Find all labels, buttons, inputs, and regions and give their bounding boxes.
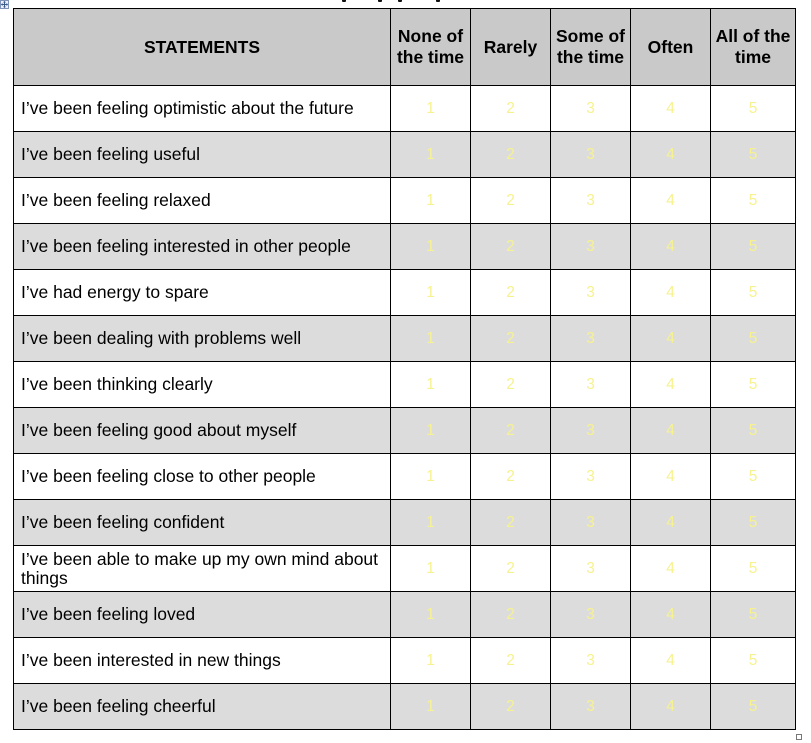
statement-cell: I’ve been feeling useful bbox=[14, 132, 391, 178]
table-row bbox=[14, 224, 796, 270]
statement-cell: I’ve been feeling confident bbox=[14, 500, 391, 546]
score-option-5[interactable]: 5 bbox=[711, 408, 796, 454]
header-often: Often bbox=[631, 9, 711, 86]
score-option-2[interactable]: 2 bbox=[471, 638, 551, 684]
score-option-2[interactable]: 2 bbox=[471, 316, 551, 362]
table-row bbox=[14, 408, 796, 454]
score-option-5[interactable]: 5 bbox=[711, 132, 796, 178]
score-option-4[interactable]: 4 bbox=[631, 546, 711, 592]
table-row bbox=[14, 178, 796, 224]
score-option-2[interactable]: 2 bbox=[471, 546, 551, 592]
table-row bbox=[14, 592, 796, 638]
score-option-1[interactable]: 1 bbox=[391, 362, 471, 408]
statement-cell: I’ve had energy to spare bbox=[14, 270, 391, 316]
statement-cell: I’ve been dealing with problems well bbox=[14, 316, 391, 362]
score-option-5[interactable]: 5 bbox=[711, 86, 796, 132]
statement-cell: I’ve been thinking clearly bbox=[14, 362, 391, 408]
score-option-3[interactable]: 3 bbox=[551, 408, 631, 454]
score-option-1[interactable]: 1 bbox=[391, 224, 471, 270]
score-option-2[interactable]: 2 bbox=[471, 270, 551, 316]
score-option-4[interactable]: 4 bbox=[631, 86, 711, 132]
header-all-of-the-time: All of the time bbox=[711, 9, 796, 86]
score-option-4[interactable]: 4 bbox=[631, 316, 711, 362]
table-row bbox=[14, 638, 796, 684]
score-option-1[interactable]: 1 bbox=[391, 178, 471, 224]
score-option-1[interactable]: 1 bbox=[391, 592, 471, 638]
statement-cell: I’ve been feeling interested in other people bbox=[14, 224, 391, 270]
score-option-3[interactable]: 3 bbox=[551, 454, 631, 500]
score-option-2[interactable]: 2 bbox=[471, 132, 551, 178]
score-option-5[interactable]: 5 bbox=[711, 224, 796, 270]
score-option-4[interactable]: 4 bbox=[631, 592, 711, 638]
score-option-5[interactable]: 5 bbox=[711, 270, 796, 316]
score-option-3[interactable]: 3 bbox=[551, 592, 631, 638]
score-option-5[interactable]: 5 bbox=[711, 316, 796, 362]
header-row bbox=[14, 9, 796, 86]
score-option-2[interactable]: 2 bbox=[471, 178, 551, 224]
statement-cell: I’ve been feeling good about myself bbox=[14, 408, 391, 454]
header-some-of-the-time: Some of the time bbox=[551, 9, 631, 86]
score-option-4[interactable]: 4 bbox=[631, 270, 711, 316]
score-option-1[interactable]: 1 bbox=[391, 408, 471, 454]
table-row bbox=[14, 362, 796, 408]
score-option-5[interactable]: 5 bbox=[711, 454, 796, 500]
statement-cell: I’ve been feeling close to other people bbox=[14, 454, 391, 500]
score-option-3[interactable]: 3 bbox=[551, 86, 631, 132]
score-option-5[interactable]: 5 bbox=[711, 362, 796, 408]
score-option-1[interactable]: 1 bbox=[391, 270, 471, 316]
table-row bbox=[14, 132, 796, 178]
table-move-handle[interactable] bbox=[0, 0, 9, 9]
score-option-2[interactable]: 2 bbox=[471, 500, 551, 546]
header-none-of-the-time: None of the time bbox=[391, 9, 471, 86]
table-row bbox=[14, 684, 796, 730]
table-row bbox=[14, 270, 796, 316]
score-option-3[interactable]: 3 bbox=[551, 500, 631, 546]
score-option-3[interactable]: 3 bbox=[551, 638, 631, 684]
score-option-2[interactable]: 2 bbox=[471, 454, 551, 500]
score-option-1[interactable]: 1 bbox=[391, 132, 471, 178]
header-rarely: Rarely bbox=[471, 9, 551, 86]
statement-cell: I’ve been feeling cheerful bbox=[14, 684, 391, 730]
statement-cell: I’ve been feeling loved bbox=[14, 592, 391, 638]
score-option-4[interactable]: 4 bbox=[631, 684, 711, 730]
score-option-1[interactable]: 1 bbox=[391, 546, 471, 592]
score-option-4[interactable]: 4 bbox=[631, 500, 711, 546]
table-resize-handle[interactable] bbox=[796, 734, 802, 740]
score-option-1[interactable]: 1 bbox=[391, 500, 471, 546]
move-arrows-icon bbox=[1, 1, 8, 8]
score-option-4[interactable]: 4 bbox=[631, 454, 711, 500]
score-option-4[interactable]: 4 bbox=[631, 132, 711, 178]
score-option-5[interactable]: 5 bbox=[711, 684, 796, 730]
score-option-3[interactable]: 3 bbox=[551, 684, 631, 730]
header-statements: STATEMENTS bbox=[14, 9, 391, 86]
statement-cell: I’ve been feeling optimistic about the future bbox=[14, 86, 391, 132]
wellbeing-scale-table bbox=[13, 8, 796, 730]
score-option-3[interactable]: 3 bbox=[551, 132, 631, 178]
score-option-5[interactable]: 5 bbox=[711, 592, 796, 638]
table-row bbox=[14, 86, 796, 132]
table-row bbox=[14, 316, 796, 362]
score-option-4[interactable]: 4 bbox=[631, 408, 711, 454]
score-option-2[interactable]: 2 bbox=[471, 684, 551, 730]
score-option-5[interactable]: 5 bbox=[711, 638, 796, 684]
score-option-3[interactable]: 3 bbox=[551, 178, 631, 224]
score-option-5[interactable]: 5 bbox=[711, 546, 796, 592]
table-row bbox=[14, 500, 796, 546]
score-option-2[interactable]: 2 bbox=[471, 592, 551, 638]
score-option-3[interactable]: 3 bbox=[551, 362, 631, 408]
score-option-1[interactable]: 1 bbox=[391, 86, 471, 132]
score-option-1[interactable]: 1 bbox=[391, 638, 471, 684]
score-option-4[interactable]: 4 bbox=[631, 178, 711, 224]
table-row bbox=[14, 454, 796, 500]
statement-cell: I’ve been interested in new things bbox=[14, 638, 391, 684]
score-option-3[interactable]: 3 bbox=[551, 316, 631, 362]
score-option-2[interactable]: 2 bbox=[471, 408, 551, 454]
score-option-4[interactable]: 4 bbox=[631, 362, 711, 408]
table-row bbox=[14, 546, 796, 592]
statement-cell: I’ve been feeling relaxed bbox=[14, 178, 391, 224]
statement-cell: I’ve been able to make up my own mind about things bbox=[14, 546, 391, 592]
score-option-5[interactable]: 5 bbox=[711, 500, 796, 546]
score-option-3[interactable]: 3 bbox=[551, 546, 631, 592]
score-option-3[interactable]: 3 bbox=[551, 270, 631, 316]
cropped-title-fragment bbox=[340, 0, 460, 4]
score-option-1[interactable]: 1 bbox=[391, 316, 471, 362]
score-option-2[interactable]: 2 bbox=[471, 362, 551, 408]
score-option-5[interactable]: 5 bbox=[711, 178, 796, 224]
score-option-2[interactable]: 2 bbox=[471, 224, 551, 270]
score-option-1[interactable]: 1 bbox=[391, 684, 471, 730]
score-option-3[interactable]: 3 bbox=[551, 224, 631, 270]
score-option-1[interactable]: 1 bbox=[391, 454, 471, 500]
score-option-4[interactable]: 4 bbox=[631, 224, 711, 270]
table-body bbox=[14, 86, 796, 730]
score-option-2[interactable]: 2 bbox=[471, 86, 551, 132]
score-option-4[interactable]: 4 bbox=[631, 638, 711, 684]
